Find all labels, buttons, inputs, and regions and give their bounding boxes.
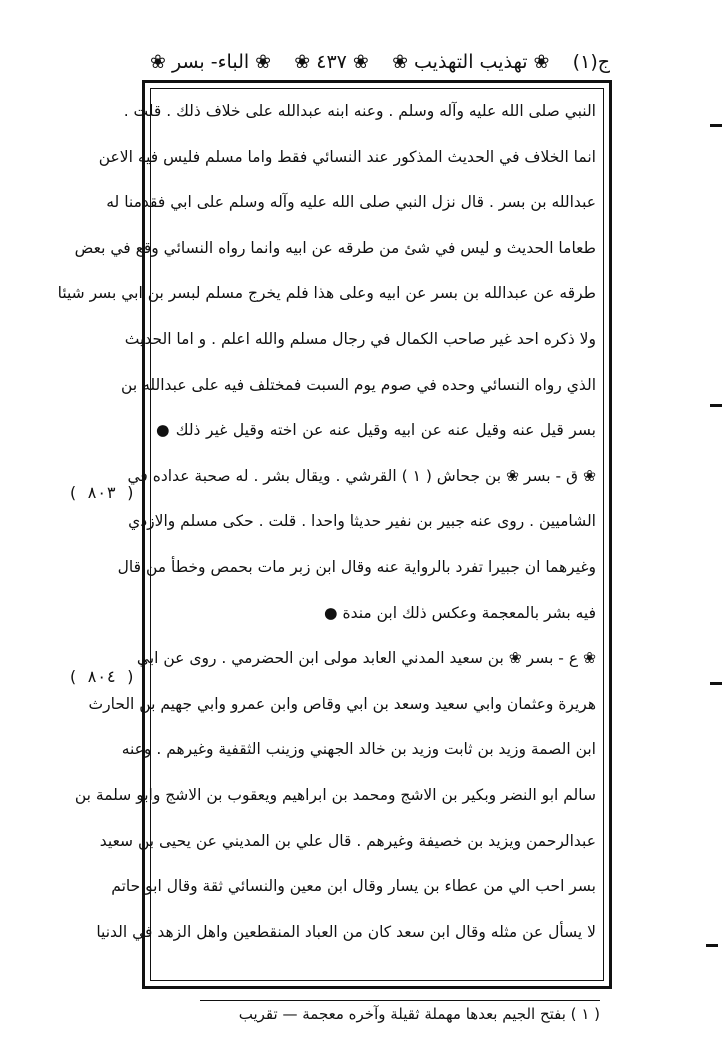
text-line: عبدالرحمن ويزيد بن خصيفة وغيرهم . قال علي بن المديني عن يحيى بن سعيد: [99, 831, 596, 850]
entry-number-803: ( ٨٠٣ ): [68, 483, 136, 502]
text-line: طرقه عن عبدالله بن بسر عن ابيه وعلى هذا فلم يخرج مسلم لبسر بن ابي بسر شيئا: [57, 284, 596, 303]
margin-mark: [710, 124, 722, 127]
margin-mark: [706, 944, 718, 947]
text-line: بسر احب الي من عطاء بن يسار وقال ابن معين والنسائي ثقة وقال ابو حاتم: [111, 877, 596, 896]
text-line: لا يسأل عن مثله وقال ابن سعد كان من العباد المنقطعين واهل الزهد في الدنيا: [96, 922, 596, 941]
text-line: الشاميين . روى عنه جبير بن نفير حديثا واحدا . قلت . حكى مسلم والازدي: [128, 512, 596, 531]
text-line: فيه بشر بالمعجمة وعكس ذلك ابن مندة ●: [324, 603, 596, 622]
entry-number-804: ( ٨٠٤ ): [68, 667, 136, 686]
text-line: سالم ابو النضر وبكير بن الاشج ومحمد بن ابراهيم ويعقوب بن الاشج وابو سلمة بن: [74, 785, 596, 804]
text-line: هريرة وعثمان وابي سعيد وسعد بن ابي وقاص وابن عمرو وابي جهيم بن الحارث: [88, 694, 596, 713]
text-line: ❀ ق - بسر ❀ بن جحاش ( ١ ) القرشي . ويقال بشر . له صحبة عداده في: [127, 466, 596, 485]
text-line: ولا ذكره احد غير صاحب الكمال في رجال مسلم والله اعلم . و اما الحديث: [124, 329, 596, 348]
margin-mark: [710, 682, 722, 685]
text-line: وغيرهما ان جبيرا تفرد بالرواية عنه وقال ابن زبر مات بحمص وخطأ من قال: [117, 557, 596, 576]
page-header: [150, 40, 610, 84]
text-line: الذي رواه النسائي وحده في صوم يوم السبت فمختلف فيه على عبدالله بن: [121, 375, 596, 394]
text-line: عبدالله بن بسر . قال نزل النبي صلى الله عليه وآله وسلم على ابي فقدمنا له: [106, 193, 596, 212]
text-line: انما الخلاف في الحديث المذكور عند النسائي فقط واما مسلم فليس فيه الاعن: [98, 147, 596, 166]
text-line: النبي صلى الله عليه وآله وسلم . وعنه ابنه عبدالله على خلاف ذلك . قلت .: [123, 102, 596, 120]
text-line: طعاما الحديث و ليس في شئ من طرقه عن ابيه وانما رواه النسائي وقع في بعض: [74, 238, 596, 257]
text-line: ابن الصمة وزيد بن ثابت وزيد بن خالد الجهني وزينب الثقفية وغيرهم . وعنه: [121, 740, 596, 759]
header-section: ❀ الباء- بسر ❀: [150, 51, 272, 73]
header-volume: ج(١): [572, 51, 610, 73]
header-page-number: ❀ ٤٣٧ ❀: [294, 51, 369, 73]
text-line: ❀ ع - بسر ❀ بن سعيد المدني العابد مولى ابن الحضرمي . روى عن ابي: [136, 649, 596, 668]
text-line: بسر قيل عنه وقيل عنه عن ابيه وقيل عنه عن اخته وقيل غير ذلك ●: [156, 421, 596, 440]
footnote: ( ١ ) بفتح الجيم بعدها مهملة ثقيلة وآخره معجمة — تقريب: [200, 1000, 600, 1023]
margin-mark: [710, 404, 722, 407]
header-book-title: ❀ تهذيب التهذيب ❀: [392, 51, 550, 73]
